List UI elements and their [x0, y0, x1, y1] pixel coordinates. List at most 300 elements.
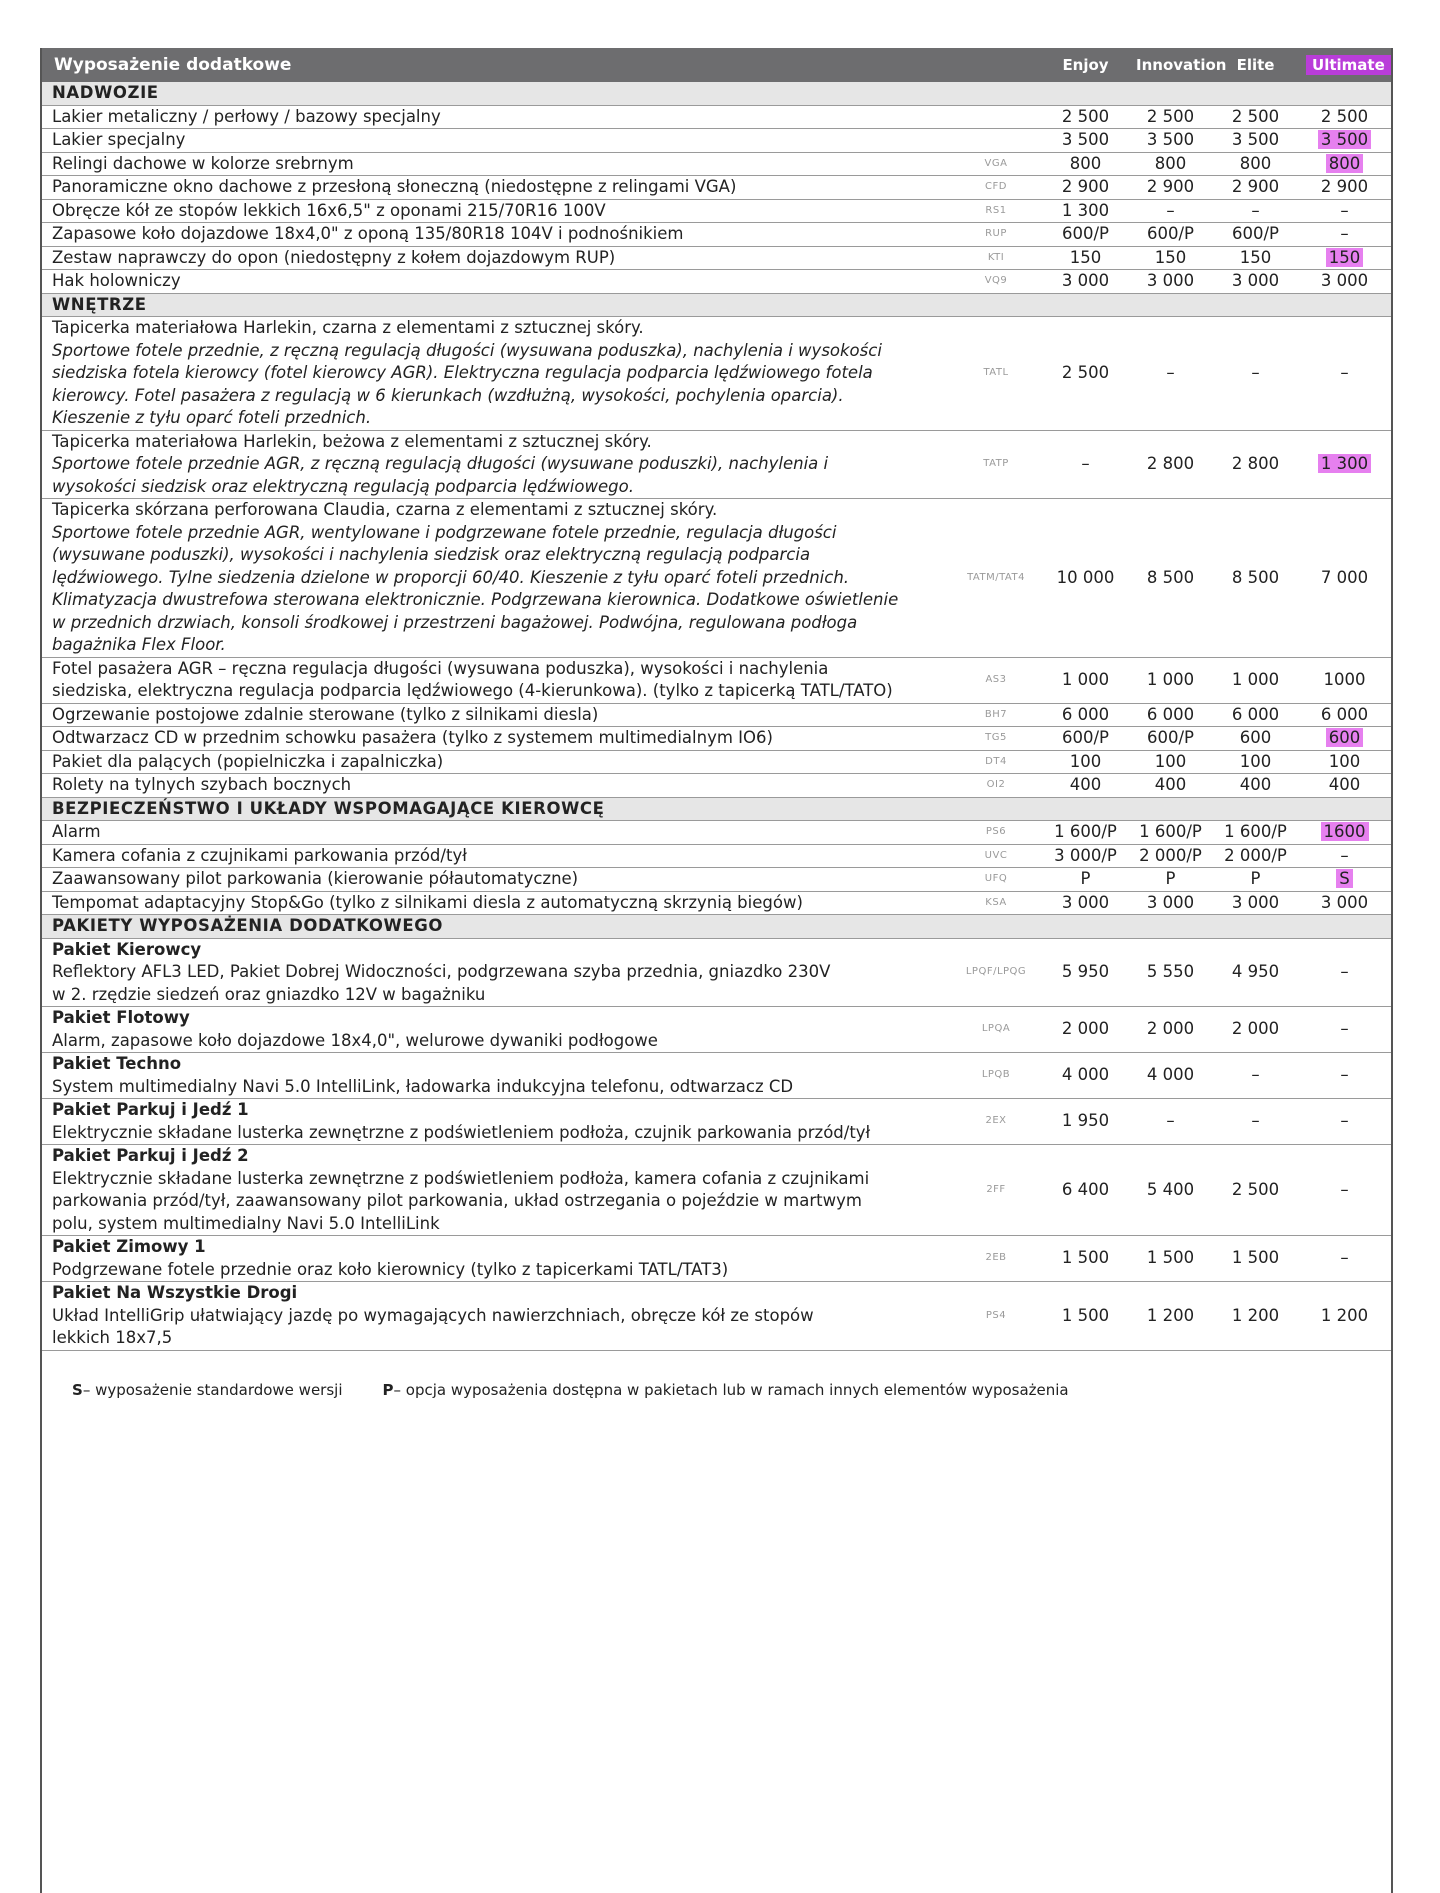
- description-line: Pakiet dla palących (popielniczka i zapalniczka): [52, 751, 444, 771]
- price-value: 800: [1326, 154, 1364, 173]
- price-value: –: [1166, 1111, 1175, 1131]
- table-row: [42, 703, 1391, 727]
- description-line: System multimedialny Navi 5.0 IntelliLink, ładowarka indukcyjna telefonu, odtwarzacz CD: [52, 1076, 794, 1096]
- table-row: [42, 727, 1391, 751]
- price-value: 2 500: [1146, 106, 1195, 126]
- price-enjoy: [1043, 703, 1128, 727]
- description-line: Obręcze kół ze stopów lekkich 16x6,5" z oponami 215/70R16 100V: [52, 200, 606, 220]
- price-value: –: [1251, 1065, 1260, 1085]
- price-value: 1 200: [1320, 1305, 1369, 1325]
- item-description: [42, 1282, 949, 1351]
- section-title: PAKIETY WYPOSAŻENIA DODATKOWEGO: [42, 915, 1391, 939]
- ultimate-badge: Ultimate: [1306, 55, 1391, 75]
- price-value: 2 500: [1061, 363, 1110, 382]
- price-enjoy: [1043, 199, 1128, 223]
- legend: [72, 1381, 1069, 1399]
- price-value: 3 000/P: [1054, 845, 1117, 865]
- price-ultimate: [1298, 821, 1391, 845]
- price-value: 2 000: [1231, 1019, 1280, 1039]
- description-line: Hak holowniczy: [52, 271, 181, 290]
- item-description: [42, 727, 949, 751]
- price-value: 100: [1154, 751, 1187, 771]
- option-code: [949, 105, 1043, 129]
- description-line: Elektrycznie składane lusterka zewnętrzne z podświetleniem podłoża, czujnik parkowania przód/tył: [52, 1122, 871, 1142]
- item-description: [42, 152, 949, 176]
- description-line: Tapicerka materiałowa Harlekin, beżowa z elementami z sztucznej skóry.: [52, 431, 652, 451]
- price-value: 6 000: [1231, 704, 1280, 724]
- price-innovation: [1128, 1007, 1213, 1053]
- option-code: VGA: [949, 152, 1043, 176]
- description-line: Sportowe fotele przednie AGR, wentylowane i podgrzewane fotele przednie, regulacja długości: [52, 522, 837, 542]
- price-value: 2 800: [1231, 454, 1280, 473]
- price-elite: [1213, 499, 1298, 658]
- table-row: [42, 938, 1391, 1007]
- price-elite: [1213, 1099, 1298, 1145]
- option-code: KTI: [949, 246, 1043, 270]
- description-line: Tempomat adaptacyjny Stop&Go (tylko z silnikami diesla z automatyczną skrzynią biegów): [52, 892, 803, 912]
- price-value: 400: [1154, 775, 1187, 794]
- description-line: Podgrzewane fotele przednie oraz koło kierownicy (tylko z tapicerkami TATL/TAT3): [52, 1259, 729, 1279]
- option-code: BH7: [949, 703, 1043, 727]
- option-code: LPQA: [949, 1007, 1043, 1053]
- price-innovation: [1128, 199, 1213, 223]
- price-value: 600/P: [1232, 224, 1280, 243]
- price-ultimate: [1298, 844, 1391, 868]
- price-value: 1 950: [1061, 1111, 1110, 1131]
- price-value: 5 400: [1146, 1179, 1195, 1199]
- price-elite: [1213, 223, 1298, 247]
- price-enjoy: [1043, 176, 1128, 200]
- price-value: –: [1166, 200, 1175, 220]
- description-line: bagażnika Flex Floor.: [52, 635, 226, 654]
- price-value: 2 900: [1231, 177, 1280, 196]
- table-row: [42, 868, 1391, 892]
- price-value: 3 000: [1231, 271, 1280, 290]
- price-value: 1 000: [1146, 669, 1195, 689]
- description-line: Elektrycznie składane lusterka zewnętrzne z podświetleniem podłoża, kamera cofania z czujnikami: [52, 1168, 870, 1188]
- price-enjoy: [1043, 657, 1128, 703]
- price-value: 3 500: [1231, 130, 1280, 149]
- price-value: 6 000: [1320, 704, 1369, 724]
- table-row: [42, 844, 1391, 868]
- price-innovation: [1128, 774, 1213, 798]
- version-elite-header: Elite: [1213, 48, 1298, 82]
- price-value: 2 800: [1146, 454, 1195, 473]
- price-value: 3 500: [1318, 130, 1371, 149]
- table-row: [42, 657, 1391, 703]
- price-value: 600/P: [1062, 224, 1110, 243]
- table-row: [42, 1099, 1391, 1145]
- price-value: 2 500: [1320, 106, 1369, 126]
- description-line: Kieszenie z tyłu oparć foteli przednich.: [52, 408, 372, 427]
- price-value: 8 500: [1146, 567, 1195, 587]
- description-line: Ogrzewanie postojowe zdalnie sterowane (tylko z silnikami diesla): [52, 704, 599, 724]
- package-name: Pakiet Zimowy 1: [52, 1237, 206, 1256]
- price-innovation: [1128, 1145, 1213, 1236]
- section-header: [42, 293, 1391, 317]
- price-value: –: [1340, 1179, 1349, 1199]
- price-value: –: [1340, 1111, 1349, 1131]
- price-value: 7 000: [1320, 567, 1369, 587]
- price-enjoy: [1043, 1099, 1128, 1145]
- item-description: [42, 891, 949, 915]
- table-row: [42, 105, 1391, 129]
- price-value: 600/P: [1147, 224, 1195, 243]
- price-value: 6 400: [1061, 1179, 1110, 1199]
- price-value: 1000: [1323, 669, 1366, 689]
- price-enjoy: [1043, 868, 1128, 892]
- description-line: wysokości siedzisk oraz elektryczną regulacją podparcia lędźwiowego.: [52, 476, 634, 496]
- legend-s-key: S: [72, 1381, 83, 1399]
- price-value: 2 500: [1061, 106, 1110, 126]
- price-ultimate: [1298, 868, 1391, 892]
- price-ultimate: [1298, 317, 1391, 431]
- section-title: NADWOZIE: [42, 82, 1391, 105]
- table-row: [42, 246, 1391, 270]
- price-innovation: [1128, 1282, 1213, 1351]
- item-description: [42, 176, 949, 200]
- description-line: Lakier metaliczny / perłowy / bazowy specjalny: [52, 106, 441, 126]
- price-elite: [1213, 938, 1298, 1007]
- description-line: kierowcy. Fotel pasażera z regulacją w 6 kierunkach (wzdłużną, wysokości, pochylenia oparcia).: [52, 385, 844, 405]
- item-description: [42, 750, 949, 774]
- description-line: polu, system multimedialny Navi 5.0 IntelliLink: [52, 1213, 440, 1233]
- price-value: 600/P: [1147, 728, 1195, 747]
- package-name: Pakiet Parkuj i Jedź 1: [52, 1100, 249, 1119]
- option-code: 2EX: [949, 1099, 1043, 1145]
- option-code: VQ9: [949, 270, 1043, 294]
- legend-s-text: – wyposażenie standardowe wersji: [82, 1381, 343, 1399]
- price-value: 4 000: [1061, 1065, 1110, 1085]
- price-innovation: [1128, 152, 1213, 176]
- price-elite: [1213, 430, 1298, 499]
- item-description: [42, 1099, 949, 1145]
- price-elite: [1213, 657, 1298, 703]
- price-innovation: [1128, 1053, 1213, 1099]
- equipment-table: [42, 48, 1391, 1351]
- price-value: 10 000: [1056, 567, 1115, 587]
- price-value: 1 200: [1231, 1305, 1280, 1325]
- price-value: 600: [1326, 728, 1364, 747]
- price-value: 3 500: [1146, 130, 1195, 149]
- price-innovation: [1128, 727, 1213, 751]
- description-line: Klimatyzacja dwustrefowa sterowana elektronicznie. Podgrzewana kierownica. Dodatkowe oświetlenie: [52, 590, 899, 609]
- item-description: [42, 703, 949, 727]
- price-innovation: [1128, 317, 1213, 431]
- price-elite: [1213, 868, 1298, 892]
- description-line: Odtwarzacz CD w przednim schowku pasażera (tylko z systemem multimedialnym IO6): [52, 728, 773, 747]
- option-code: LPQB: [949, 1053, 1043, 1099]
- price-enjoy: [1043, 317, 1128, 431]
- price-enjoy: [1043, 246, 1128, 270]
- description-line: Panoramiczne okno dachowe z przesłoną słoneczną (niedostępne z relingami VGA): [52, 177, 737, 196]
- price-elite: [1213, 270, 1298, 294]
- section-header: [42, 82, 1391, 105]
- price-value: 1 600/P: [1139, 822, 1202, 841]
- price-innovation: [1128, 270, 1213, 294]
- item-description: [42, 129, 949, 153]
- price-ultimate: [1298, 152, 1391, 176]
- price-ultimate: [1298, 176, 1391, 200]
- description-line: (wysuwane poduszki), wysokości i nachylenia siedzisk oraz elektryczną regulacją podparcia: [52, 545, 811, 564]
- price-value: 400: [1069, 775, 1102, 794]
- item-description: [42, 270, 949, 294]
- item-description: [42, 1236, 949, 1282]
- description-line: w przednich drzwiach, konsoli środkowej i przestrzeni bagażowej. Podwójna, regulowana podłoga: [52, 612, 858, 632]
- equipment-sheet: [40, 48, 1393, 1893]
- item-description: [42, 868, 949, 892]
- price-value: 150: [1069, 247, 1102, 267]
- option-code: TATP: [949, 430, 1043, 499]
- package-name: Pakiet Flotowy: [52, 1008, 190, 1027]
- package-name: Pakiet Techno: [52, 1054, 182, 1073]
- description-line: Zapasowe koło dojazdowe 18x4,0" z oponą 135/80R18 104V i podnośnikiem: [52, 224, 684, 243]
- price-value: –: [1340, 845, 1349, 865]
- option-code: TATL: [949, 317, 1043, 431]
- price-ultimate: [1298, 129, 1391, 153]
- option-code: TG5: [949, 727, 1043, 751]
- item-description: [42, 1145, 949, 1236]
- price-value: –: [1340, 1065, 1349, 1085]
- price-ultimate: [1298, 938, 1391, 1007]
- price-ultimate: [1298, 105, 1391, 129]
- price-value: 1 500: [1061, 1248, 1110, 1268]
- version-enjoy-header: Enjoy: [1043, 48, 1128, 82]
- item-description: [42, 821, 949, 845]
- price-innovation: [1128, 891, 1213, 915]
- table-row: [42, 1282, 1391, 1351]
- section-header: [42, 915, 1391, 939]
- table-row: [42, 270, 1391, 294]
- price-enjoy: [1043, 1053, 1128, 1099]
- description-line: Sportowe fotele przednie AGR, z ręczną regulacją długości (wysuwane poduszki), nachylenia i: [52, 454, 829, 473]
- table-row: [42, 176, 1391, 200]
- price-elite: [1213, 891, 1298, 915]
- price-value: 1 600/P: [1054, 822, 1117, 841]
- price-value: 1 300: [1318, 454, 1371, 473]
- price-value: 4 950: [1231, 962, 1280, 981]
- description-line: lędźwiowego. Tylne siedzenia dzielone w proporcji 60/40. Kieszenie z tyłu oparć foteli przednich.: [52, 567, 850, 587]
- price-ultimate: [1298, 1145, 1391, 1236]
- section-title: WNĘTRZE: [42, 293, 1391, 317]
- description-line: siedziska fotela kierowcy (fotel kierowcy AGR). Elektryczna regulacja podparcia lędźwiowego fotela: [52, 363, 873, 382]
- description-line: parkowania przód/tył, zaawansowany pilot parkowania, układ ostrzegania o pojeździe w martwym: [52, 1191, 862, 1210]
- price-value: 3 000: [1146, 271, 1195, 290]
- price-value: –: [1251, 363, 1260, 382]
- price-value: 1600: [1321, 822, 1369, 841]
- price-innovation: [1128, 1236, 1213, 1282]
- price-value: P: [1165, 869, 1176, 888]
- table-row: [42, 317, 1391, 431]
- price-value: 800: [1069, 153, 1102, 173]
- price-enjoy: [1043, 891, 1128, 915]
- price-ultimate: [1298, 1053, 1391, 1099]
- price-ultimate: [1298, 223, 1391, 247]
- price-value: 600: [1239, 728, 1272, 747]
- price-ultimate: [1298, 270, 1391, 294]
- item-description: [42, 317, 949, 431]
- price-value: 1 300: [1061, 200, 1110, 220]
- price-enjoy: [1043, 129, 1128, 153]
- price-innovation: [1128, 105, 1213, 129]
- price-enjoy: [1043, 223, 1128, 247]
- price-elite: [1213, 844, 1298, 868]
- item-description: [42, 774, 949, 798]
- price-elite: [1213, 176, 1298, 200]
- price-value: 3 000: [1061, 892, 1110, 912]
- description-line: Lakier specjalny: [52, 130, 186, 149]
- price-value: –: [1166, 363, 1175, 382]
- table-row: [42, 1236, 1391, 1282]
- price-value: 4 000: [1146, 1065, 1195, 1085]
- price-innovation: [1128, 938, 1213, 1007]
- price-value: 150: [1154, 247, 1187, 267]
- price-value: 2 500: [1231, 106, 1280, 126]
- price-elite: [1213, 105, 1298, 129]
- table-row: [42, 129, 1391, 153]
- price-ultimate: [1298, 199, 1391, 223]
- price-value: –: [1340, 363, 1349, 382]
- price-value: 1 000: [1231, 669, 1280, 689]
- item-description: [42, 105, 949, 129]
- price-value: 400: [1328, 775, 1361, 794]
- item-description: [42, 1007, 949, 1053]
- price-value: 2 000/P: [1139, 845, 1202, 865]
- price-ultimate: [1298, 703, 1391, 727]
- price-elite: [1213, 129, 1298, 153]
- price-value: 2 900: [1146, 177, 1195, 196]
- item-description: [42, 938, 949, 1007]
- price-ultimate: [1298, 430, 1391, 499]
- legend-p-key: P: [382, 1381, 394, 1399]
- price-innovation: [1128, 868, 1213, 892]
- price-enjoy: [1043, 774, 1128, 798]
- price-ultimate: [1298, 657, 1391, 703]
- description-line: Alarm, zapasowe koło dojazdowe 18x4,0", welurowe dywaniki podłogowe: [52, 1030, 658, 1050]
- table-title: Wyposażenie dodatkowe: [42, 48, 1043, 82]
- price-innovation: [1128, 223, 1213, 247]
- price-value: 800: [1239, 153, 1272, 173]
- table-header-row: [42, 48, 1391, 82]
- option-code: AS3: [949, 657, 1043, 703]
- option-code: KSA: [949, 891, 1043, 915]
- price-elite: [1213, 246, 1298, 270]
- price-enjoy: [1043, 499, 1128, 658]
- price-value: P: [1250, 869, 1261, 888]
- price-value: 3 000: [1061, 271, 1110, 290]
- price-value: 3 000: [1320, 892, 1369, 912]
- option-code: DT4: [949, 750, 1043, 774]
- item-description: [42, 199, 949, 223]
- option-code: 2FF: [949, 1145, 1043, 1236]
- price-ultimate: [1298, 727, 1391, 751]
- price-value: 1 200: [1146, 1305, 1195, 1325]
- option-code: OI2: [949, 774, 1043, 798]
- price-value: 2 900: [1061, 177, 1110, 196]
- description-line: Zaawansowany pilot parkowania (kierowanie półautomatyczne): [52, 869, 579, 888]
- price-value: 1 000: [1061, 669, 1110, 689]
- description-line: Rolety na tylnych szybach bocznych: [52, 775, 352, 794]
- price-ultimate: [1298, 891, 1391, 915]
- table-row: [42, 223, 1391, 247]
- option-code: PS4: [949, 1282, 1043, 1351]
- version-innovation-header: Innovation: [1128, 48, 1213, 82]
- table-row: [42, 774, 1391, 798]
- description-line: Kamera cofania z czujnikami parkowania przód/tył: [52, 845, 467, 865]
- price-elite: [1213, 199, 1298, 223]
- item-description: [42, 1053, 949, 1099]
- option-code: TATM/TAT4: [949, 499, 1043, 658]
- price-enjoy: [1043, 152, 1128, 176]
- price-elite: [1213, 1053, 1298, 1099]
- table-body: [42, 82, 1391, 1350]
- package-name: Pakiet Na Wszystkie Drogi: [52, 1283, 298, 1302]
- price-enjoy: [1043, 727, 1128, 751]
- price-elite: [1213, 152, 1298, 176]
- price-elite: [1213, 1145, 1298, 1236]
- option-code: UVC: [949, 844, 1043, 868]
- table-row: [42, 891, 1391, 915]
- price-innovation: [1128, 657, 1213, 703]
- table-row: [42, 750, 1391, 774]
- price-value: 150: [1239, 247, 1272, 267]
- description-line: Sportowe fotele przednie, z ręczną regulacją długości (wysuwana poduszka), nachylenia i wysokości: [52, 340, 882, 360]
- price-value: 100: [1069, 751, 1102, 771]
- price-enjoy: [1043, 750, 1128, 774]
- price-innovation: [1128, 129, 1213, 153]
- price-value: 2 000/P: [1224, 845, 1287, 865]
- price-elite: [1213, 750, 1298, 774]
- price-value: –: [1340, 962, 1349, 981]
- price-ultimate: [1298, 774, 1391, 798]
- price-ultimate: [1298, 1007, 1391, 1053]
- price-elite: [1213, 317, 1298, 431]
- option-code: LPQF/LPQG: [949, 938, 1043, 1007]
- option-code: PS6: [949, 821, 1043, 845]
- description-line: siedziska, elektryczna regulacja podparcia lędźwiowego (4-kierunkowa). (tylko z tapicerką TATL/TATO): [52, 681, 893, 700]
- price-innovation: [1128, 1099, 1213, 1145]
- price-ultimate: [1298, 1099, 1391, 1145]
- description-line: Zestaw naprawczy do opon (niedostępny z kołem dojazdowym RUP): [52, 247, 616, 267]
- price-enjoy: [1043, 821, 1128, 845]
- item-description: [42, 246, 949, 270]
- price-ultimate: [1298, 750, 1391, 774]
- option-code: UFQ: [949, 868, 1043, 892]
- price-enjoy: [1043, 105, 1128, 129]
- price-value: –: [1251, 200, 1260, 220]
- price-value: S: [1336, 869, 1352, 888]
- price-value: 400: [1239, 775, 1272, 794]
- version-ultimate-header: [1298, 48, 1391, 82]
- price-innovation: [1128, 499, 1213, 658]
- price-elite: [1213, 1007, 1298, 1053]
- description-line: lekkich 18x7,5: [52, 1328, 173, 1347]
- table-row: [42, 1053, 1391, 1099]
- price-value: –: [1081, 454, 1090, 473]
- price-innovation: [1128, 821, 1213, 845]
- price-value: 3 500: [1061, 130, 1110, 149]
- price-value: 6 000: [1061, 704, 1110, 724]
- price-value: 600/P: [1062, 728, 1110, 747]
- description-line: Alarm: [52, 822, 101, 841]
- price-elite: [1213, 1282, 1298, 1351]
- option-code: RUP: [949, 223, 1043, 247]
- item-description: [42, 223, 949, 247]
- price-value: 2 500: [1231, 1179, 1280, 1199]
- price-value: 5 550: [1146, 962, 1195, 981]
- price-innovation: [1128, 844, 1213, 868]
- price-value: 1 500: [1061, 1305, 1110, 1325]
